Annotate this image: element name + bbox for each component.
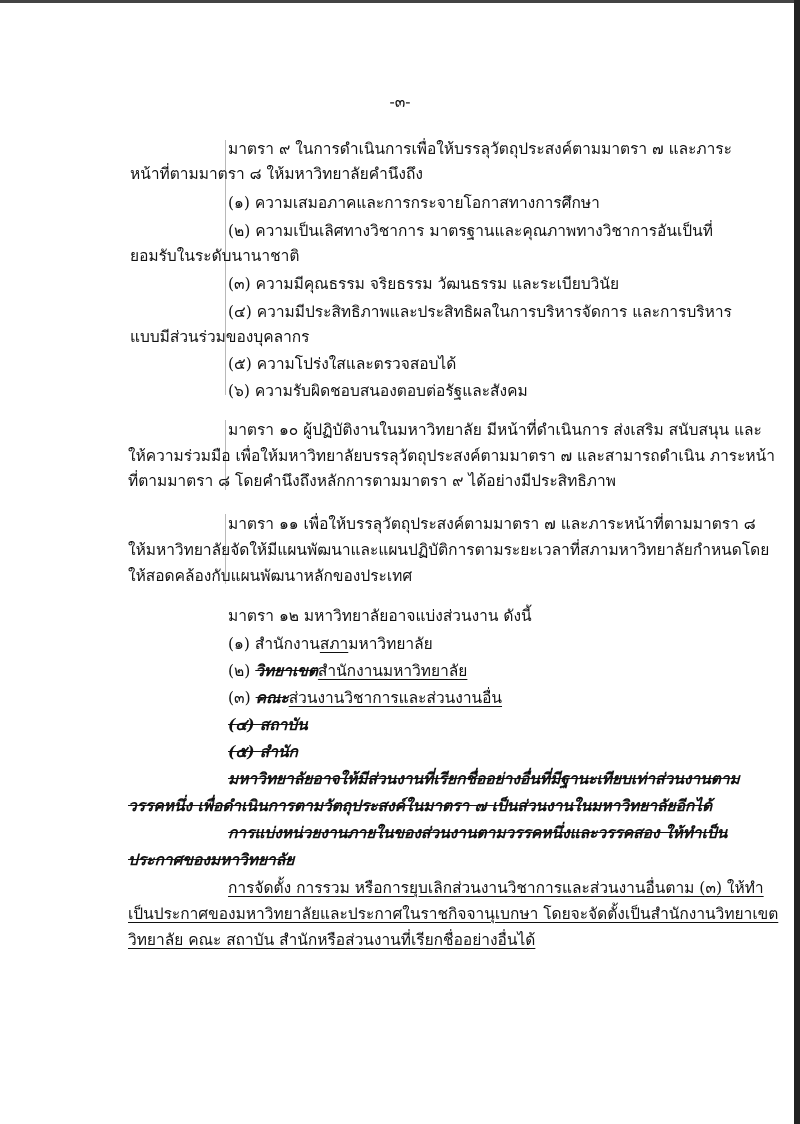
struck-paragraph-1-line-2: วรรคหนึ่ง เพื่อดำเนินการตามวัตถุประสงค์ในมาตรา ๗ เป็นส่วนงานในมหาวิทยาลัยอีกได้ (128, 796, 713, 815)
scan-margin-line (225, 140, 226, 395)
section-10-line-1: มาตรา ๑๐ ผู้ปฏิบัติงานในมหาวิทยาลัย มีหน้าที่ดำเนินการ ส่งเสริม สนับสนุน และ (228, 421, 762, 439)
scan-top-edge (0, 0, 800, 3)
scan-margin-line (225, 420, 226, 490)
section-11-line-1: มาตรา ๑๑ เพื่อให้บรรลุวัตถุประสงค์ตามมาตรา ๗ และภาระหน้าที่ตามมาตรา ๘ (228, 515, 756, 533)
item-2-inserted-text: สำนักงานมหาวิทยาลัย (317, 662, 468, 680)
inserted-paragraph-line-1: การจัดตั้ง การรวม หรือการยุบเลิกส่วนงานวิชาการและส่วนงานอื่นตาม (๓) ให้ทำ (228, 879, 764, 897)
section-9-item-2: (๒) ความเป็นเลิศทางวิชาการ มาตรฐานและคุณภาพทางวิชาการอันเป็นที่ (228, 222, 713, 240)
section-11-line-2: ให้มหาวิทยาลัยจัดให้มีแผนพัฒนาและแผนปฏิบัติการตามระยะเวลาที่สภามหาวิทยาลัยกำหนดโดย (128, 541, 770, 559)
scan-margin-line (225, 514, 226, 584)
struck-paragraph-1-line-1: มหาวิทยาลัยอาจให้มีส่วนงานที่เรียกชื่ออย่างอื่นที่มีฐานะเทียบเท่าส่วนงานตาม (228, 769, 740, 788)
section-9-line-1: มาตรา ๙ ในการดำเนินการเพื่อให้บรรลุวัตถุประสงค์ตามมาตรา ๗ และภาระ (228, 140, 733, 158)
inserted-paragraph-line-2: เป็นประกาศของมหาวิทยาลัยและประกาศในราชกิจจานุเบกษา โดยจะจัดตั้งเป็นสำนักงานวิทยาเขต (128, 905, 779, 923)
section-12-item-5-struck: (๕) สำนัก (228, 742, 298, 761)
section-9-item-6: (๖) ความรับผิดชอบสนองตอบต่อรัฐและสังคม (228, 382, 528, 400)
section-12-item-3 (228, 688, 502, 708)
item-3-inserted-text: ส่วนงานวิชาการและส่วนงานอื่น (288, 689, 503, 707)
section-9-item-3: (๓) ความมีคุณธรรม จริยธรรม วัฒนธรรม และระเบียบวินัย (228, 275, 620, 293)
scan-right-edge (794, 0, 800, 1124)
section-9-item-2-cont: ยอมรับในระดับนานาชาติ (130, 247, 300, 265)
section-9-item-1: (๑) ความเสมอภาคและการกระจายโอกาสทางการศึกษา (228, 194, 600, 212)
page-number: -๓- (389, 93, 411, 111)
item-1-suffix: มหาวิทยาลัย (348, 635, 433, 653)
item-3-struck-text: คณะ (255, 688, 289, 707)
item-1-inserted-text: สภา (319, 635, 349, 653)
section-9-item-4-cont: แบบมีส่วนร่วมของบุคลากร (130, 328, 310, 346)
section-9-item-5: (๕) ความโปร่งใสและตรวจสอบได้ (228, 355, 457, 373)
struck-paragraph-2-line-1: การแบ่งหน่วยงานภายในของส่วนงานตามวรรคหนึ่งและวรรคสอง ให้ทำเป็น (228, 823, 728, 842)
item-3-prefix: (๓) (228, 689, 256, 707)
inserted-paragraph-line-3: วิทยาลัย คณะ สถาบัน สำนักหรือส่วนงานที่เรียกชื่ออย่างอื่นได้ (128, 931, 536, 949)
section-12-line-1: มาตรา ๑๒ มหาวิทยาลัยอาจแบ่งส่วนงาน ดังนี้ (228, 607, 532, 625)
section-10-line-2: ให้ความร่วมมือ เพื่อให้มหาวิทยาลัยบรรลุวัตถุประสงค์ตามมาตรา ๗ และสามารถดำเนิน ภาระหน้า (128, 447, 775, 465)
section-9-line-2: หน้าที่ตามมาตรา ๘ ให้มหาวิทยาลัยคำนึงถึง (130, 165, 423, 183)
struck-paragraph-2-line-2: ประกาศของมหาวิทยาลัย (128, 850, 295, 869)
item-2-prefix: (๒) (228, 662, 256, 680)
item-1-prefix: (๑) สำนักงาน (228, 635, 320, 653)
section-12-item-1 (228, 634, 433, 654)
item-2-struck-text: วิทยาเขต (255, 661, 318, 680)
section-9-item-4: (๔) ความมีประสิทธิภาพและประสิทธิผลในการบริหารจัดการ และการบริหาร (228, 303, 732, 321)
section-12-item-2 (228, 661, 467, 681)
section-12-item-4-struck: (๔) สถาบัน (228, 715, 308, 734)
section-10-line-3: ที่ตามมาตรา ๘ โดยคำนึงถึงหลักการตามมาตรา ๙ ได้อย่างมีประสิทธิภาพ (128, 472, 616, 490)
section-11-line-3: ให้สอดคล้องกับแผนพัฒนาหลักของประเทศ (128, 567, 413, 585)
